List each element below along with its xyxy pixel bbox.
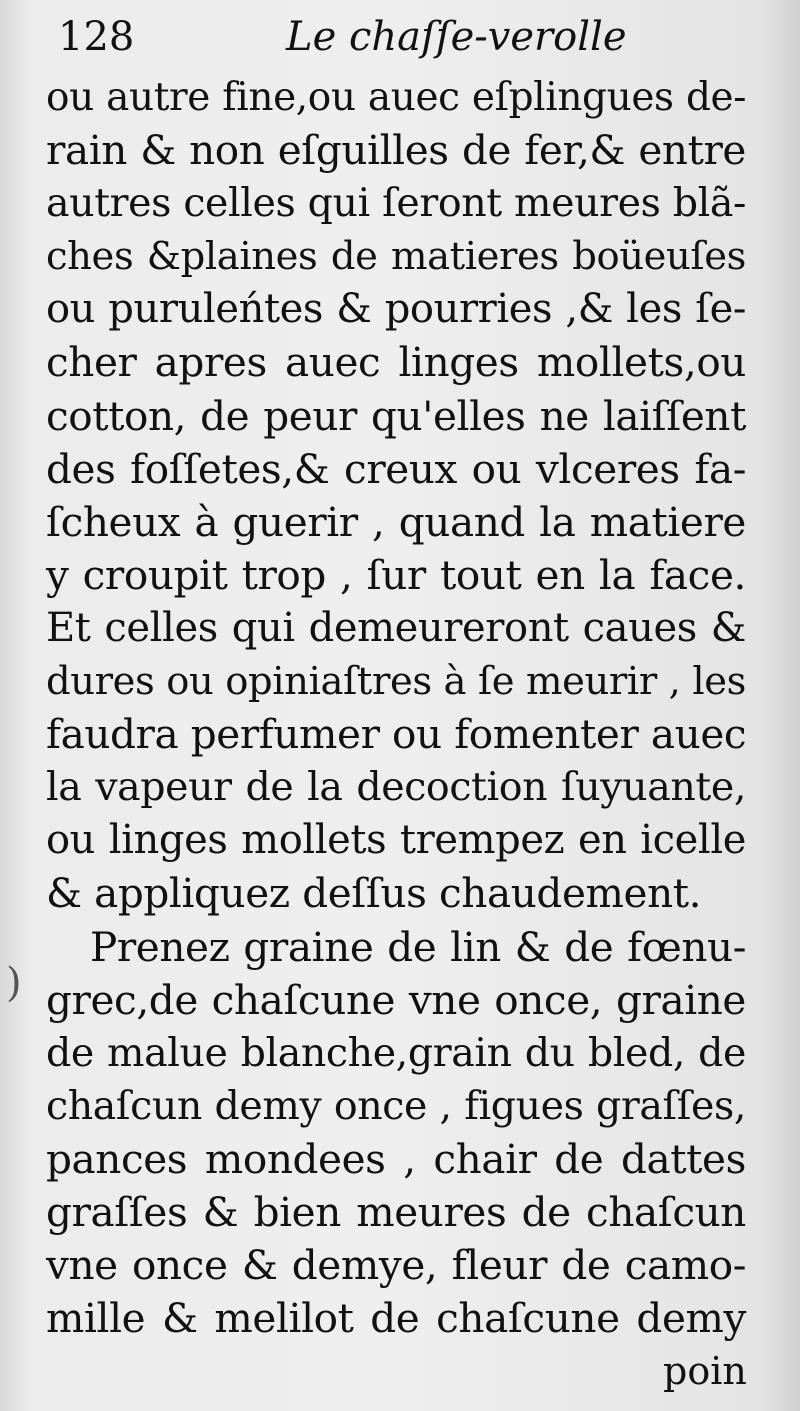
text-line: graſſes & bien meures de chaſcun (46, 1187, 746, 1236)
text-line: dures ou opiniaſtres à ſe meurir , les (46, 659, 746, 705)
running-title: Le chaſſe-verolle (286, 14, 627, 60)
text-line: Prenez graine de lin & de fœnu- (90, 922, 746, 971)
text-line: chaſcun demy once , figues graſſes, (46, 1082, 746, 1129)
text-line: faudra perfumer ou fomenter auec (46, 710, 747, 759)
text-line: & appliquez deſſus chaudement. (46, 869, 702, 918)
text-line: rain & non eſguilles de fer,& entre (46, 126, 746, 175)
text-line: vne once & demye, fleur de camo- (46, 1241, 746, 1290)
catchword: poin (663, 1349, 747, 1393)
page-header (58, 12, 758, 62)
text-line: la vapeur de la decoction ſuyuante, (46, 764, 746, 811)
text-line: autres celles qui ſeront meures blã- (46, 180, 746, 227)
text-line: pances mondees , chair de dattes (46, 1134, 746, 1183)
text-line: Et celles qui demeureront caues & (46, 604, 746, 651)
text-line: cher apres auec linges mollets,ou (46, 338, 746, 387)
text-line: cotton, de peur qu'elles ne laiſſent (46, 391, 746, 440)
page-number: 128 (58, 14, 135, 60)
text-line: ou linges mollets trempez en icelle (46, 817, 746, 864)
text-line: ches &plaines de matieres boüeuſes (46, 234, 746, 280)
margin-mark: ) (6, 960, 22, 1006)
body-text (46, 71, 746, 1345)
text-line: ou puruleńtes & pourries ,& les ſe- (46, 286, 746, 333)
text-line: des foſſetes,& creux ou vlceres fa- (46, 444, 746, 493)
text-line: ſcheux à guerir , quand la matiere (46, 497, 746, 546)
text-line: grec,de chaſcune vne once, graine (46, 975, 746, 1024)
text-line: de malue blanche,grain du bled, de (46, 1029, 746, 1076)
text-line: y croupit trop , ſur tout en la face. (46, 550, 746, 599)
text-line: mille & melilot de chaſcune demy (46, 1294, 746, 1343)
text-line: ou autre fine,ou auec eſplingues de- (46, 75, 746, 120)
